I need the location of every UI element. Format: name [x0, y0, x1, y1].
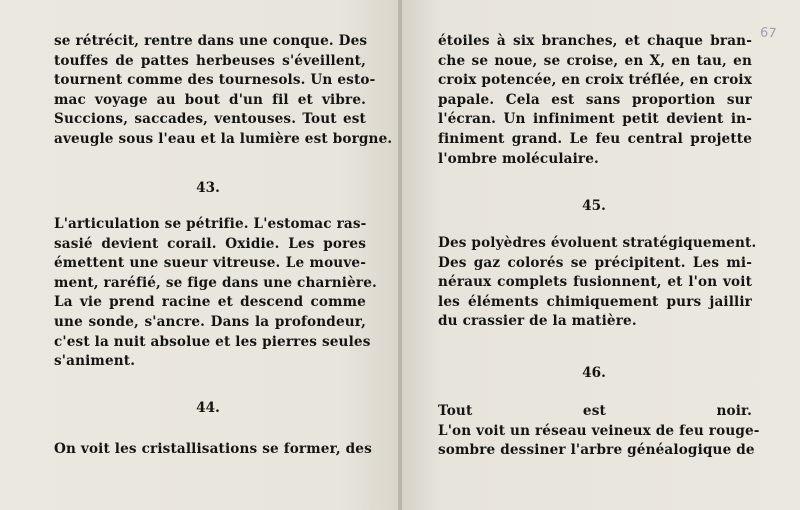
text-line: du crassier de la matière. — [438, 313, 637, 330]
text-line: L'articulation se pétrifie. L'estomac ras- — [54, 216, 367, 232]
text-line: les éléments chimiquement purs jaillir — [438, 293, 752, 310]
paragraph-continuation-right — [438, 32, 752, 169]
text-line: L'on voit un réseau veineux de feu rouge- — [438, 422, 760, 439]
text-line: Succions, saccades, ventouses. Tout est — [54, 111, 366, 128]
text-line: l'ombre moléculaire. — [438, 150, 599, 167]
section-number-43: 43. — [196, 180, 220, 196]
text-line: On voit les cristallisations se former, des — [54, 441, 372, 457]
section-number-44: 44. — [196, 400, 220, 416]
text-line: néraux complets fusionnent, et l'on voit — [438, 274, 752, 291]
text-line: Tout est noir. — [438, 403, 752, 419]
paragraph-44 — [54, 440, 372, 460]
text-line: ment, raréfié, se fige dans une charnière. — [54, 274, 377, 291]
text-line: croix potencée, en croix tréflée, en croix — [438, 72, 752, 89]
text-line: c'est la nuit absolue et les pierres seules — [54, 333, 371, 350]
section-number-45: 45. — [582, 198, 606, 214]
text-line: Des gaz colorés se précipitent. Les mi- — [438, 254, 752, 271]
handwritten-page-note: 67 — [759, 25, 778, 42]
text-line: étoiles à six branches, et chaque bran- — [438, 33, 752, 49]
text-line: tournent comme des tournesols. Un esto- — [54, 72, 376, 89]
text-line: che se noue, se croise, en X, en tau, en — [438, 52, 752, 69]
text-line: papale. Cela est sans proportion sur — [438, 91, 752, 108]
paragraph-46 — [438, 402, 760, 461]
text-line: finiment grand. Le feu central projette — [438, 130, 752, 147]
paragraph-43 — [54, 215, 377, 372]
text-line: mac voyage au bout d'un fil et vibre. — [54, 91, 366, 108]
text-line: sombre dessiner l'arbre généalogique de — [438, 442, 755, 459]
text-line: se rétrécit, rentre dans une conque. Des — [54, 33, 368, 49]
text-line: touffes de pattes herbeuses s'éveillent, — [54, 52, 366, 69]
text-line: l'écran. Un infiniment petit devient in- — [438, 111, 752, 128]
text-line: s'animent. — [54, 353, 136, 370]
paragraph-45 — [438, 234, 757, 332]
right-page — [402, 0, 800, 510]
text-line: sasié devient corail. Oxidie. Les pores — [54, 235, 366, 252]
text-line: une sonde, s'ancre. Dans la profondeur, — [54, 313, 366, 330]
text-line: La vie prend racine et descend comme — [54, 294, 366, 311]
text-line: émettent une sueur vitreuse. Le mouve- — [54, 255, 366, 272]
text-line: aveugle sous l'eau et la lumière est borgne. — [54, 130, 393, 147]
text-line: Des polyèdres évoluent stratégiquement. — [438, 235, 757, 251]
paragraph-continuation — [54, 32, 393, 150]
section-number-46: 46. — [582, 365, 606, 381]
